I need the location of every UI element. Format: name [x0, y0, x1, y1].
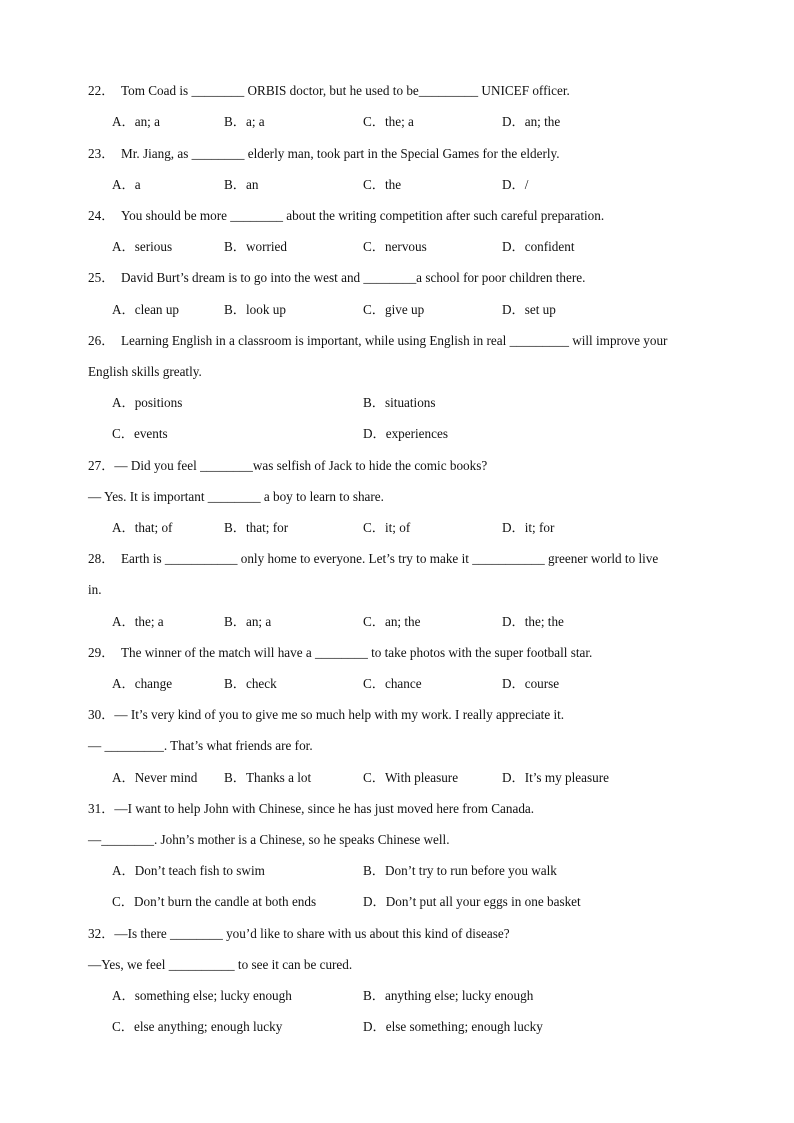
- question-23-option-d[interactable]: D．/: [502, 177, 529, 192]
- question-24-option-a[interactable]: A．serious: [112, 239, 173, 254]
- question-22-option-a[interactable]: A．an; a: [112, 114, 160, 129]
- question-24-option-d[interactable]: D．confident: [502, 239, 575, 254]
- question-28-option-a[interactable]: A．the; a: [112, 614, 164, 629]
- question-30-text: 30．— It’s very kind of you to give me so much help with my work. I really appreciate it.: [88, 707, 565, 722]
- question-22-text: 22． Tom Coad is ________ ORBIS doctor, but he used to be_________ UNICEF officer.: [88, 83, 570, 98]
- question-30-reply: — _________. That’s what friends are for.: [88, 738, 313, 753]
- question-27-option-d[interactable]: D．it; for: [502, 520, 555, 535]
- question-29-option-d[interactable]: D．course: [502, 676, 560, 691]
- question-24-text: 24． You should be more ________ about the writing competition after such careful preparation.: [88, 208, 605, 223]
- question-26-text-continued: English skills greatly.: [88, 364, 202, 379]
- question-23-option-a[interactable]: A．a: [112, 177, 141, 192]
- question-26-option-d[interactable]: D．experiences: [363, 426, 448, 441]
- question-25-option-a[interactable]: A．clean up: [112, 302, 180, 317]
- question-27-option-a[interactable]: A．that; of: [112, 520, 173, 535]
- question-28-text-continued: in.: [88, 582, 102, 597]
- question-22-option-c[interactable]: C．the; a: [363, 114, 414, 129]
- question-26-option-a[interactable]: A．positions: [112, 395, 183, 410]
- question-22-option-d[interactable]: D．an; the: [502, 114, 561, 129]
- question-27-text: 27．— Did you feel ________was selfish of Jack to hide the comic books?: [88, 458, 488, 473]
- question-31-reply: —________. John’s mother is a Chinese, so he speaks Chinese well.: [88, 832, 450, 847]
- question-27-option-c[interactable]: C．it; of: [363, 520, 411, 535]
- question-29-text: 29． The winner of the match will have a ________ to take photos with the super football star.: [88, 645, 593, 660]
- question-26-text: 26． Learning English in a classroom is important, while using English in real _________ will improve your: [88, 333, 668, 348]
- question-28-text: 28． Earth is ___________ only home to everyone. Let’s try to make it ___________ greener world to live: [88, 551, 659, 566]
- question-27-option-b[interactable]: B．that; for: [224, 520, 289, 535]
- question-26-option-b[interactable]: B．situations: [363, 395, 436, 410]
- question-30-option-a[interactable]: A．Never mind: [112, 770, 198, 785]
- question-28-option-c[interactable]: C．an; the: [363, 614, 421, 629]
- question-25-option-b[interactable]: B．look up: [224, 302, 286, 317]
- question-22-option-b[interactable]: B．a; a: [224, 114, 265, 129]
- question-23-option-c[interactable]: C．the: [363, 177, 402, 192]
- question-24-option-c[interactable]: C．nervous: [363, 239, 427, 254]
- question-31-option-b[interactable]: B．Don’t try to run before you walk: [363, 863, 557, 878]
- question-30-option-d[interactable]: D．It’s my pleasure: [502, 770, 609, 785]
- question-26-option-c[interactable]: C．events: [112, 426, 168, 441]
- question-30-option-b[interactable]: B．Thanks a lot: [224, 770, 312, 785]
- question-28-option-d[interactable]: D．the; the: [502, 614, 564, 629]
- question-32-text: 32．—Is there ________ you’d like to share with us about this kind of disease?: [88, 926, 510, 941]
- question-23-text: 23． Mr. Jiang, as ________ elderly man, took part in the Special Games for the elderly.: [88, 146, 560, 161]
- question-25-option-d[interactable]: D．set up: [502, 302, 556, 317]
- question-31-option-d[interactable]: D．Don’t put all your eggs in one basket: [363, 894, 581, 909]
- question-25-option-c[interactable]: C．give up: [363, 302, 425, 317]
- question-28-option-b[interactable]: B．an; a: [224, 614, 272, 629]
- question-25-text: 25． David Burt’s dream is to go into the west and ________a school for poor children there.: [88, 270, 586, 285]
- question-30-option-c[interactable]: C．With pleasure: [363, 770, 459, 785]
- question-32-option-c[interactable]: C．else anything; enough lucky: [112, 1019, 283, 1034]
- question-29-option-c[interactable]: C．chance: [363, 676, 422, 691]
- question-32-option-d[interactable]: D．else something; enough lucky: [363, 1019, 543, 1034]
- question-29-option-a[interactable]: A．change: [112, 676, 173, 691]
- question-23-option-b[interactable]: B．an: [224, 177, 259, 192]
- question-32-option-a[interactable]: A．something else; lucky enough: [112, 988, 292, 1003]
- question-31-option-c[interactable]: C．Don’t burn the candle at both ends: [112, 894, 317, 909]
- question-27-reply: — Yes. It is important ________ a boy to learn to share.: [88, 489, 384, 504]
- question-29-option-b[interactable]: B．check: [224, 676, 277, 691]
- question-24-option-b[interactable]: B．worried: [224, 239, 287, 254]
- question-31-option-a[interactable]: A．Don’t teach fish to swim: [112, 863, 265, 878]
- question-32-reply: —Yes, we feel __________ to see it can be cured.: [88, 957, 353, 972]
- question-31-text: 31．—I want to help John with Chinese, since he has just moved here from Canada.: [88, 801, 535, 816]
- question-32-option-b[interactable]: B．anything else; lucky enough: [363, 988, 534, 1003]
